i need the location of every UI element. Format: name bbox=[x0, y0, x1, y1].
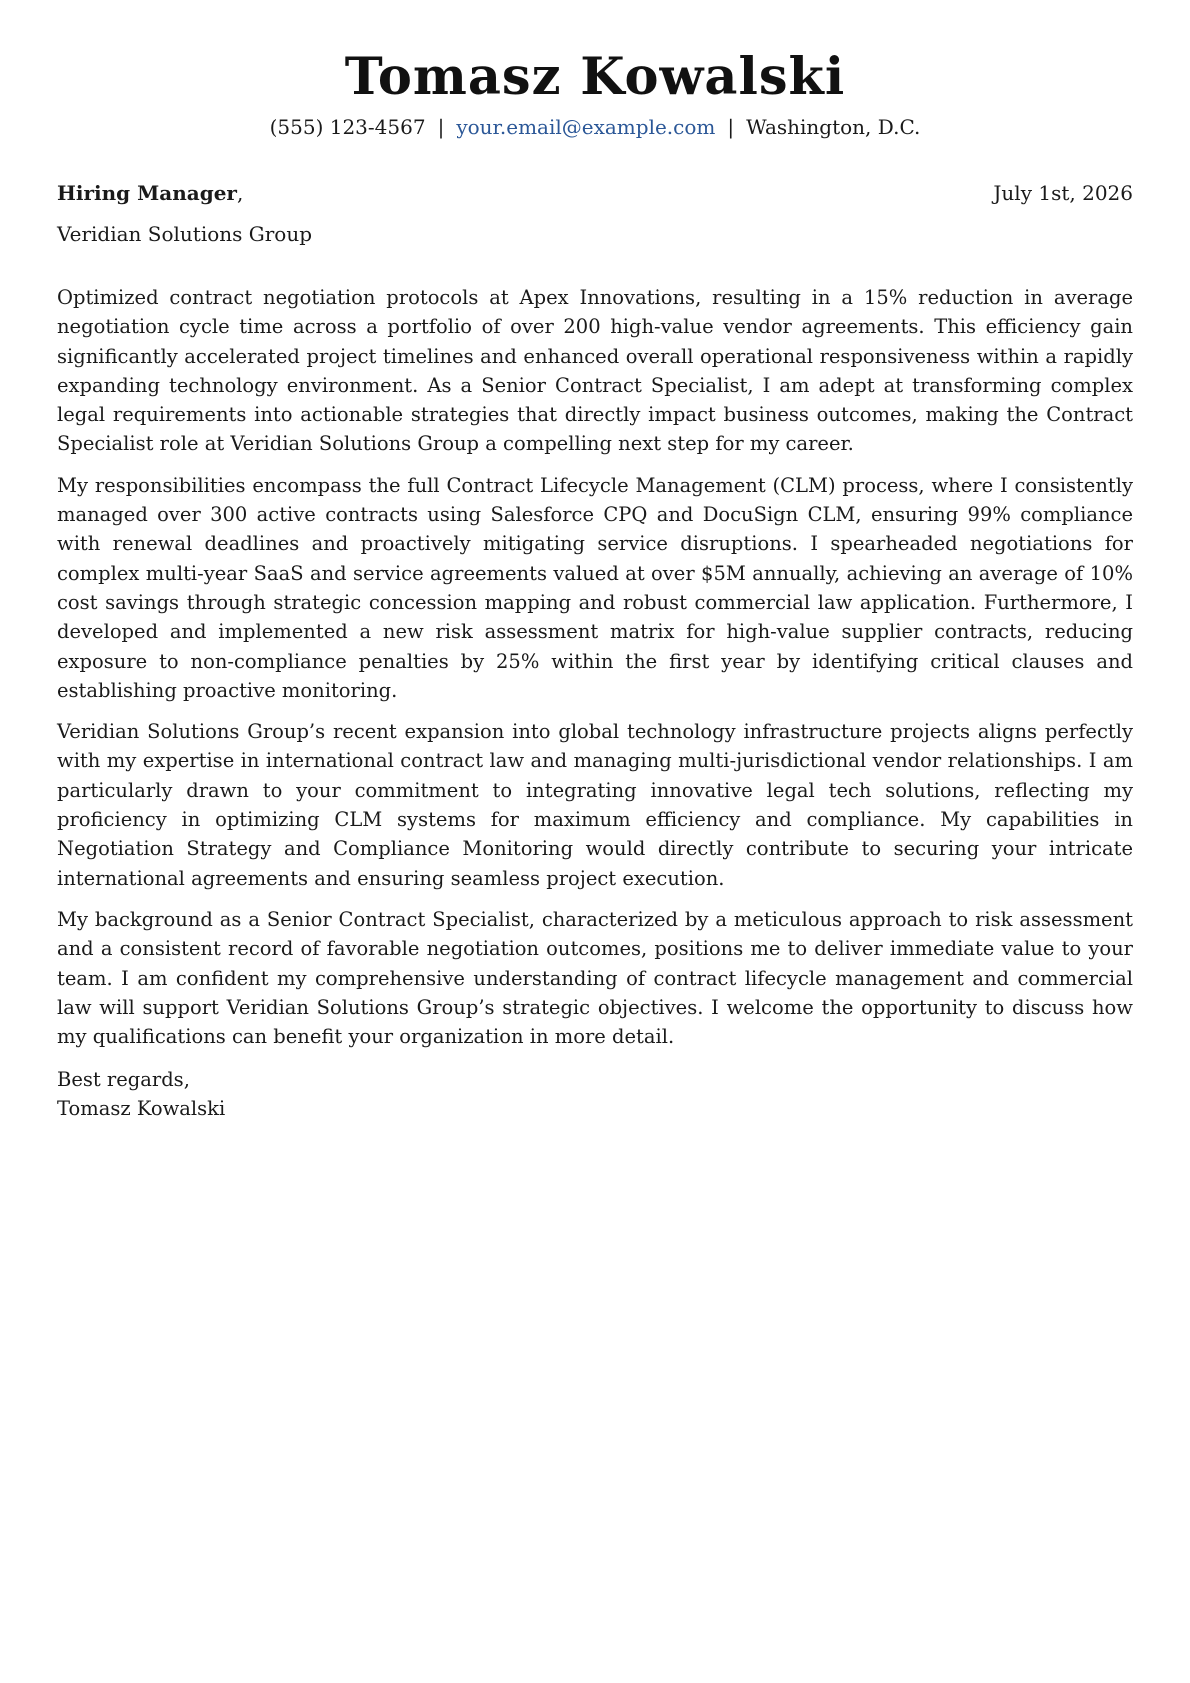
recipient-title: Hiring Manager bbox=[57, 181, 237, 205]
applicant-name: Tomasz Kowalski bbox=[344, 47, 846, 107]
closing-block bbox=[57, 1065, 1133, 1123]
phone-number: (555) 123-4567 bbox=[269, 115, 426, 139]
recipient-greeting bbox=[57, 178, 243, 208]
email-link[interactable]: your.email@example.com bbox=[456, 115, 716, 139]
recipient-title-suffix: , bbox=[236, 181, 244, 205]
contact-separator: | bbox=[727, 115, 735, 139]
body-paragraph: My background as a Senior Contract Specialist, characterized by a meticulous approach to risk assessment and a consistent record of favorable negotiation outcomes, positions me to deliver immediate value to your team. I am confident my comprehensive understanding of contract lifecycle management and commercial law will support Veridian Solutions Group’s strategic objectives. I welcome the opportunity to discuss how my qualifications can benefit your organization in more detail. bbox=[57, 907, 1133, 1049]
closing-signature: Tomasz Kowalski bbox=[57, 1097, 226, 1121]
location: Washington, D.C. bbox=[746, 115, 921, 139]
contact-line bbox=[57, 112, 1133, 142]
letter-body bbox=[57, 283, 1133, 1123]
body-paragraph: My responsibilities encompass the full Contract Lifecycle Management (CLM) process, where I consistently managed over 300 active contracts using Salesforce CPQ and DocuSign CLM, ensuring 99% compliance with renewal deadlines and proactively mitigating service disruptions. I spearheaded negotiations for complex multi-year SaaS and service agreements valued at over $5M annually, achieving an average of 10% cost savings through strategic concession mapping and robust commercial law application. Furthermore, I developed and implemented a new risk assessment matrix for high-value supplier contracts, reducing exposure to non-compliance penalties by 25% within the first year by identifying critical clauses and establishing proactive monitoring. bbox=[57, 473, 1133, 702]
body-paragraph: Veridian Solutions Group’s recent expansion into global technology infrastructure projects aligns perfectly with my expertise in international contract law and managing multi-jurisdictional vendor relationships. I am particularly drawn to your commitment to integrating innovative legal tech solutions, reflecting my proficiency in optimizing CLM systems for maximum efficiency and compliance. My capabilities in Negotiation Strategy and Compliance Monitoring would directly contribute to securing your intricate international agreements and ensuring seamless project execution. bbox=[57, 720, 1133, 890]
letter-date: July 1st, 2026 bbox=[993, 181, 1133, 205]
recipient-company: Veridian Solutions Group bbox=[57, 222, 313, 246]
closing-salutation: Best regards, bbox=[57, 1068, 190, 1092]
body-paragraph: Optimized contract negotiation protocols at Apex Innovations, resulting in a 15% reduction in average negotiation cycle time across a portfolio of over 200 high-value vendor agreements. This efficiency gain significantly accelerated project timelines and enhanced overall operational responsiveness within a rapidly expanding technology environment. As a Senior Contract Specialist, I am adept at transforming complex legal requirements into actionable strategies that directly impact business outcomes, making the Contract Specialist role at Veridian Solutions Group a compelling next step for my career. bbox=[57, 286, 1133, 456]
contact-separator: | bbox=[437, 115, 445, 139]
